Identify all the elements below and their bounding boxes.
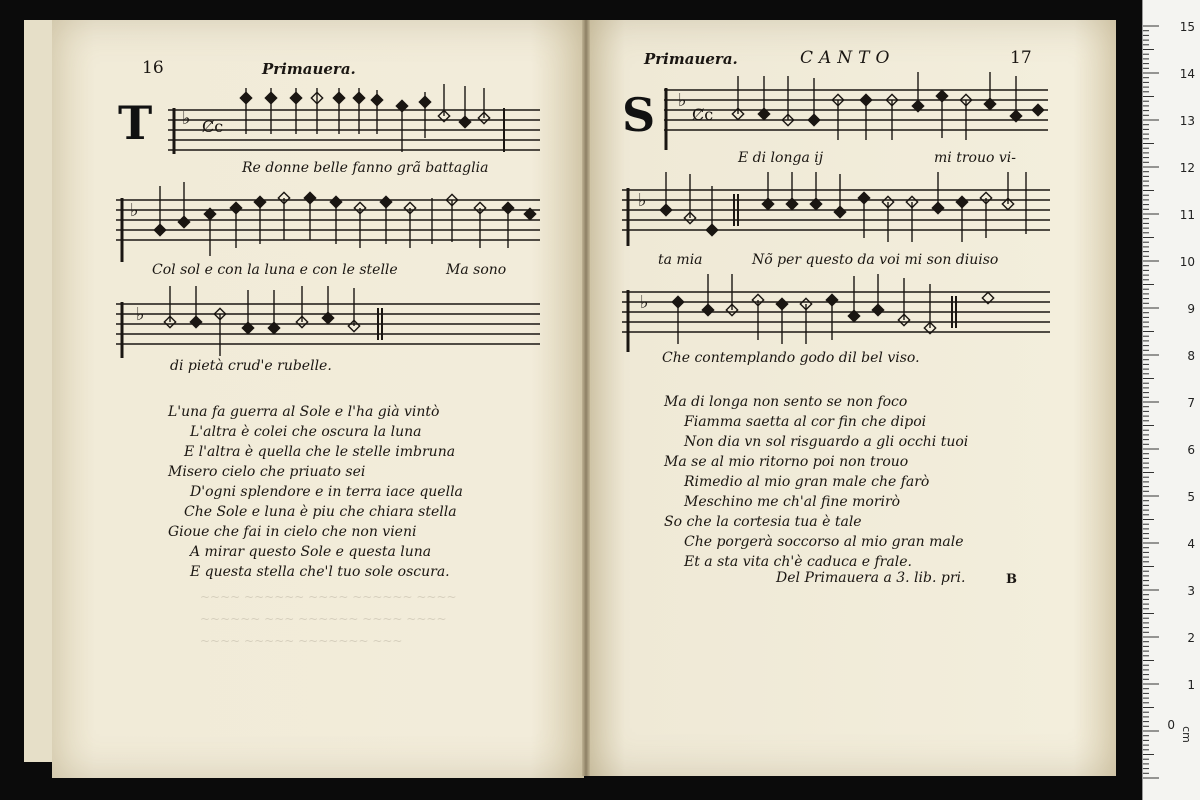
music-staff-left-2 xyxy=(116,182,540,264)
voice-part-label: CANTO xyxy=(800,48,896,68)
running-head-right: Primauera. xyxy=(644,50,738,68)
svg-text:Ȼc: Ȼc xyxy=(202,117,224,136)
music-staff-right-2 xyxy=(622,172,1050,248)
verse-line: Meschino me ch'al fine morirò xyxy=(684,494,901,510)
verse-line: Gioue che fai in cielo che non vieni xyxy=(168,524,417,540)
ruler-label: 2 xyxy=(1187,631,1195,645)
svg-text:Ȼc: Ȼc xyxy=(692,105,714,124)
verse-line: Che Sole e luna è piu che chiara stella xyxy=(184,504,457,520)
ruler-label: 12 xyxy=(1179,161,1195,175)
verse-line: L'altra è colei che oscura la luna xyxy=(190,424,422,440)
show-through-text: ~~~~~~ ~~~ ~~~~~~ ~~~~ ~~~~ xyxy=(200,612,447,626)
lyric-line: di pietà crud'e rubelle. xyxy=(170,358,332,374)
svg-text:♭: ♭ xyxy=(136,304,145,325)
ruler-label: 10 xyxy=(1179,255,1195,269)
ruler-label: 9 xyxy=(1187,302,1195,316)
verse-line: Fiamma saetta al cor fin che dipoi xyxy=(684,414,927,430)
ruler-label: 6 xyxy=(1187,443,1195,457)
ruler-label: 11 xyxy=(1179,208,1195,222)
music-staff-left-3 xyxy=(116,286,540,360)
svg-text:♭: ♭ xyxy=(638,190,647,211)
left-page-edge xyxy=(24,20,54,762)
music-staff-right-1 xyxy=(664,72,1048,152)
book-gutter xyxy=(582,20,590,776)
ruler-label: 0 xyxy=(1167,718,1175,732)
verse-line: A mirar questo Sole e questa luna xyxy=(190,544,432,560)
ruler-label: 5 xyxy=(1187,490,1195,504)
show-through-text: ~~~~ ~~~~~ ~~~~~~~ ~~~ xyxy=(200,634,403,648)
verse-line: E l'altra è quella che le stelle imbruna xyxy=(184,444,456,460)
music-staff-left-1 xyxy=(168,84,540,156)
lyric-line: Col sol e con la luna e con le stelle xyxy=(152,262,398,278)
svg-text:♭: ♭ xyxy=(640,292,649,313)
music-staff-right-3 xyxy=(622,274,1050,354)
lyric-line: Ma sono xyxy=(446,262,507,278)
verse-line: Non dia vn sol risguardo a gli occhi tuoi xyxy=(684,434,969,450)
ruler-label: 13 xyxy=(1179,114,1195,128)
lyric-line: E di longa ij xyxy=(738,150,824,166)
lyric-line: Che contemplando godo dil bel viso. xyxy=(662,350,920,366)
verse-line: Et a sta vita ch'è caduca e frale. xyxy=(684,554,912,570)
page-number-left: 16 xyxy=(142,58,164,78)
ruler-unit: cm xyxy=(1180,726,1194,743)
lyric-line: mi trouo vi- xyxy=(934,150,1016,166)
decorated-initial-right: S xyxy=(622,88,656,142)
ruler-label: 8 xyxy=(1187,349,1195,363)
verse-right xyxy=(664,392,968,572)
verse-line: Che porgerà soccorso al mio gran male xyxy=(684,534,964,550)
verse-line: Rimedio al mio gran male che farò xyxy=(684,474,930,490)
svg-text:♭: ♭ xyxy=(182,108,191,129)
page-number-right: 17 xyxy=(1010,48,1032,68)
verse-line: So che la cortesia tua è tale xyxy=(664,514,862,530)
svg-text:♭: ♭ xyxy=(130,200,139,221)
lyric-line: Nõ per questo da voi mi son diuiso xyxy=(752,252,999,268)
verse-line: E questa stella che'l tuo sole oscura. xyxy=(190,564,450,580)
lyric-line: ta mia xyxy=(658,252,703,268)
ruler-label: 1 xyxy=(1187,678,1195,692)
decorated-initial-left: T xyxy=(118,96,153,150)
verse-line: Ma se al mio ritorno poi non trouo xyxy=(664,454,909,470)
ruler-label: 3 xyxy=(1187,584,1195,598)
show-through-text: ~~~~ ~~~~~~ ~~~~ ~~~~~~ ~~~~ xyxy=(200,590,457,604)
ruler-label: 14 xyxy=(1179,67,1195,81)
attribution-credit: Del Primauera a 3. lib. pri. xyxy=(776,570,966,586)
ruler-label: 4 xyxy=(1187,537,1195,551)
measurement-ruler xyxy=(1142,0,1200,800)
verse-line: L'una fa guerra al Sole e l'ha già vintò xyxy=(168,404,440,420)
svg-text:♭: ♭ xyxy=(678,90,687,111)
running-head-left: Primauera. xyxy=(262,60,356,78)
ruler-label: 7 xyxy=(1187,396,1195,410)
lyric-line: Re donne belle fanno grã battaglia xyxy=(242,160,489,176)
verse-line: Misero cielo che priuato sei xyxy=(168,464,366,480)
verse-line: Ma di longa non sento se non foco xyxy=(664,394,908,410)
verse-line: D'ogni splendore e in terra iace quella xyxy=(190,484,463,500)
signature-mark: B xyxy=(1006,572,1017,587)
ruler-label: 15 xyxy=(1179,20,1195,34)
verse-left xyxy=(168,402,463,582)
